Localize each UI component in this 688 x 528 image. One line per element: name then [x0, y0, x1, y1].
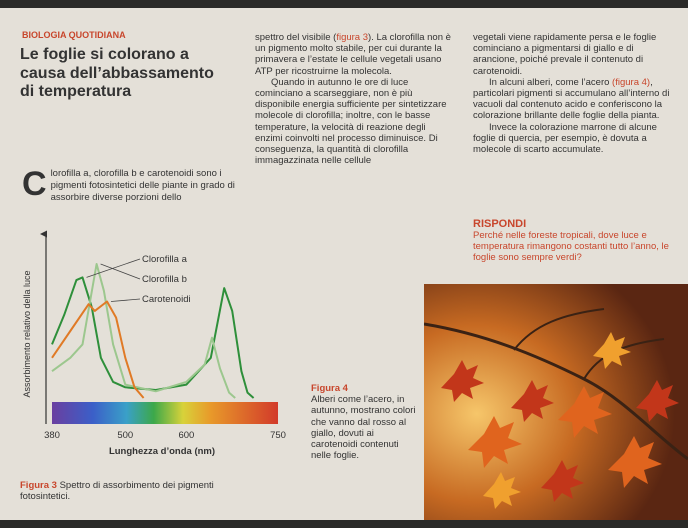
legend-leader-3 [111, 299, 140, 302]
y-axis-label: Assorbimento relativo della luce [22, 270, 32, 398]
figure-3-label: Figura 3 [20, 480, 57, 491]
legend-label-1: Clorofilla a [142, 254, 187, 265]
col3-paragraph-3: Invece la colorazione marrone di alcune foglie di quercia, per esempio, è dovuta a molecole di scarto accumulate. [473, 121, 657, 156]
x-tick-label: 600 [178, 430, 195, 441]
figure-4-caption: Figura 4 Alberi come l’acero, in autunno, mostrano colori che vanno dal rosso al giallo, dovuti ai carotenoidi contenuti nelle foglie. [311, 383, 421, 461]
rispondi-question: Perché nelle foreste tropicali, dove luce e temperatura rimangono costanti tutto l’anno, le foglie sono sempre verdi? [473, 230, 669, 264]
col2-paragraph-2: Quando in autunno le ore di luce cominciano a scarseggiare, non è più disponibile energia sufficiente per sintetizzare molecole di clorofilla; inoltre, con le basse temperature, la velocità di reazione degli enzimi coinvolti nel processo diminuisce. Di conseguenza, la quantità di clorofilla immagazzinata nelle cellule [255, 76, 447, 167]
series-line-3 [52, 302, 144, 399]
col3-paragraph-2: In alcuni alberi, come l’acero (figura 4), particolari pigmenti si accumulano all’interno di vacuoli dal contenuto acido e conferiscono la colorazione brillante delle foglie della pianta. [473, 76, 670, 122]
article-title: Le foglie si colorano a causa dell’abbassamento di temperatura [20, 46, 214, 100]
x-tick-label: 380 [44, 430, 60, 441]
col3-paragraph-1: vegetali viene rapidamente persa e le foglie cominciano a pigmentarsi di giallo e di arancione, poiché prevale il contenuto di carotenoidi. [473, 32, 657, 77]
x-axis-label: Lunghezza d’onda (nm) [108, 446, 216, 457]
absorption-chart [20, 226, 305, 464]
legend-label-2: Clorofilla b [142, 274, 187, 285]
text-column-2 [255, 32, 455, 166]
legend-label-3: Carotenoidi [142, 294, 191, 305]
maple-leaves-photo [424, 284, 688, 520]
textbook-page [0, 8, 688, 520]
figure-3-reference: figura 3 [336, 32, 368, 43]
drop-cap: C [22, 165, 47, 203]
legend-leader-1 [87, 259, 140, 277]
section-rubric: BIOLOGIA QUOTIDIANA [22, 30, 126, 40]
figure-4-label: Figura 4 [311, 383, 348, 394]
rispondi-heading: RISPONDI [473, 218, 527, 230]
col2-paragraph-1: spettro del visibile (figura 3). La clorofilla non è un pigmento molto stabile, per cui durante la primavera e l’estate le cellule vegetali usano ATP per ricostruirne la molecola. [255, 32, 451, 77]
figure-4-reference: (figura 4) [612, 76, 651, 88]
figure-3-caption: Figura 3 Spettro di assorbimento dei pigmenti fotosintetici. [20, 480, 214, 502]
intro-paragraph [22, 165, 242, 204]
legend-leader-2 [101, 264, 140, 279]
spectrum-bar [52, 402, 278, 424]
x-tick-label: 750 [270, 430, 286, 441]
text-column-3 [473, 32, 678, 155]
x-tick-label: 500 [117, 430, 134, 441]
intro-text: lorofilla a, clorofilla b e carotenoidi sono i pigmenti fotosintetici delle piante in grado di assorbire diverse porzioni dello [50, 168, 235, 203]
